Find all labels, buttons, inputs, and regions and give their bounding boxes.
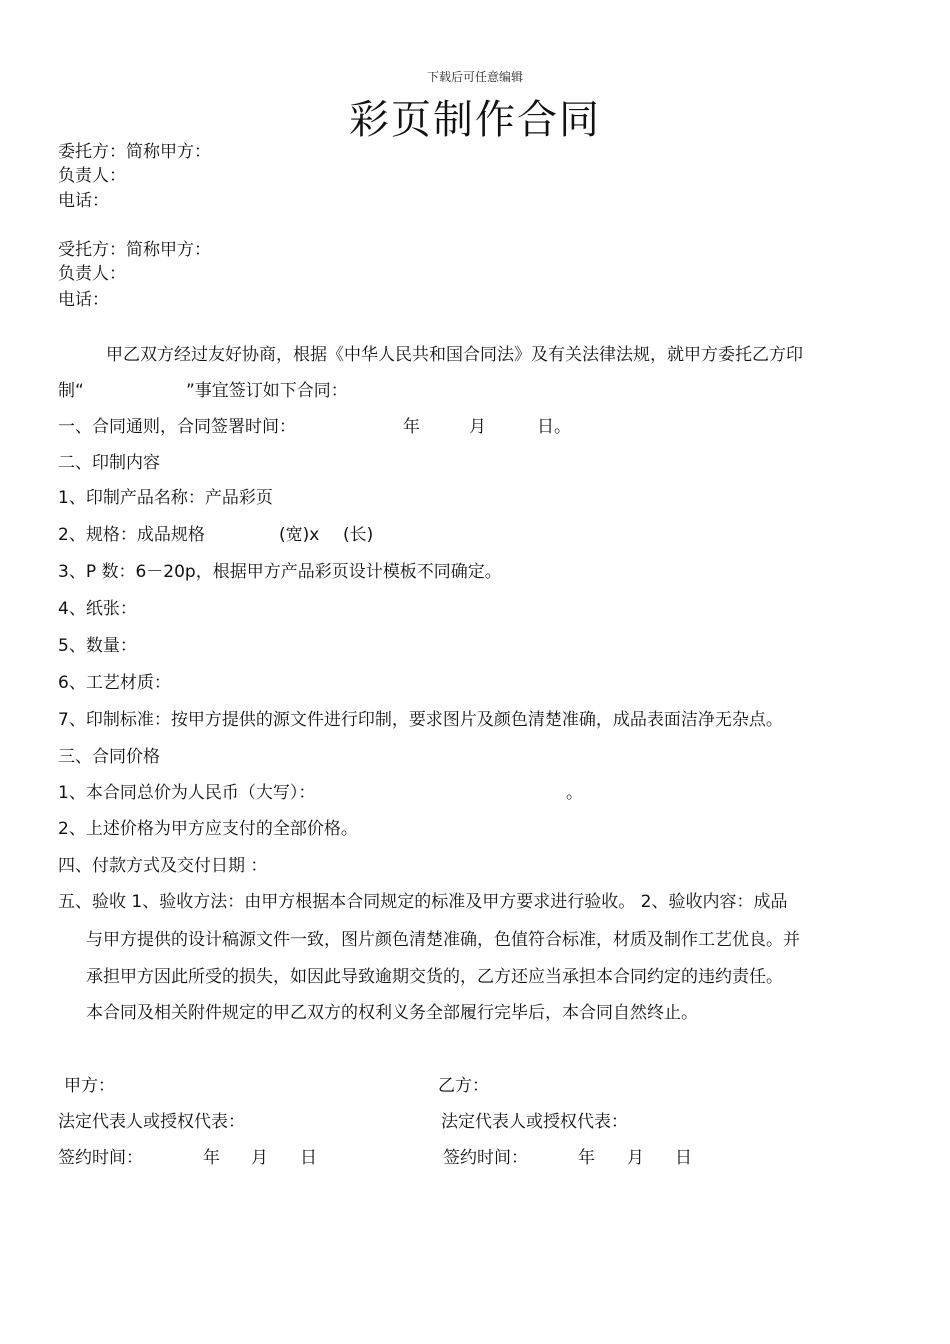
section-5-line-1: 五、验收 1、验收方法：由甲方根据本合同规定的标准及甲方要求进行验收。 2、验收内容：成品	[58, 892, 788, 912]
signature-party-a-time: 签约时间：	[58, 1148, 143, 1168]
party-b-responsible: 负责人：	[58, 264, 126, 284]
header-note: 下载后可任意编辑	[426, 70, 523, 84]
section-2-item-7: 7、印制标准：按甲方提供的源文件进行印制，要求图片及颜色清楚准确，成品表面洁净无杂点。	[58, 710, 783, 730]
signature-party-b-year: 年	[578, 1148, 595, 1168]
section-2-item-2-label: 2、规格：成品规格	[58, 525, 205, 545]
party-b-label: 受托方：简称甲方：	[58, 240, 211, 260]
section-5-line-2: 与甲方提供的设计稿源文件一致，图片颜色清楚准确，色值符合标准，材质及制作工艺优良。并	[86, 930, 800, 950]
document-title: 彩页制作合同	[349, 97, 601, 143]
party-b-phone: 电话：	[58, 290, 109, 310]
section-3-item-1-label: 1、本合同总价为人民币（大写）：	[58, 783, 316, 803]
section-5-line-4: 本合同及相关附件规定的甲乙双方的权利义务全部履行完毕后，本合同自然终止。	[86, 1003, 698, 1023]
signature-party-b-month: 月	[627, 1148, 644, 1168]
signature-party-a-label: 甲方：	[64, 1076, 115, 1096]
section-1-year: 年	[403, 417, 420, 437]
section-2-item-1: 1、印制产品名称：产品彩页	[58, 488, 273, 508]
section-1-month: 月	[469, 417, 486, 437]
section-3-item-1-end: 。	[566, 783, 583, 803]
signature-party-a-day: 日	[300, 1148, 317, 1168]
signature-party-b-time: 签约时间：	[443, 1148, 528, 1168]
party-a-responsible: 负责人：	[58, 166, 126, 186]
signature-party-a-year: 年	[203, 1148, 220, 1168]
party-a-label: 委托方：简称甲方：	[58, 142, 211, 162]
section-2-item-6: 6、工艺材质：	[58, 673, 171, 693]
signature-party-a-month: 月	[251, 1148, 268, 1168]
section-3-heading: 三、合同价格	[58, 747, 160, 767]
intro-line-2-end: ”事宜签订如下合同：	[186, 381, 348, 401]
section-2-item-2-width: (宽)x	[279, 525, 320, 545]
section-2-item-4: 4、纸张：	[58, 599, 137, 619]
signature-party-b-day: 日	[675, 1148, 692, 1168]
section-2-item-2-length: (长)	[343, 525, 374, 545]
section-3-item-2: 2、上述价格为甲方应支付的全部价格。	[58, 819, 358, 839]
signature-party-a-representative: 法定代表人或授权代表：	[58, 1112, 245, 1132]
section-2-item-5: 5、数量：	[58, 636, 137, 656]
intro-line-1: 甲乙双方经过友好协商，根据《中华人民共和国合同法》及有关法律法规，就甲方委托乙方印	[106, 345, 803, 365]
section-5-line-3: 承担甲方因此所受的损失，如因此导致逾期交货的，乙方还应当承担本合同约定的违约责任。	[86, 967, 783, 987]
section-1-day: 日。	[537, 417, 571, 437]
signature-party-b-label: 乙方：	[438, 1076, 489, 1096]
intro-line-2-start: 制“	[58, 381, 84, 401]
section-2-heading: 二、印制内容	[58, 453, 160, 473]
signature-party-b-representative: 法定代表人或授权代表：	[441, 1112, 628, 1132]
section-1-text: 一、合同通则，合同签署时间：	[58, 417, 296, 437]
section-2-item-3: 3、P 数：6－20p，根据甲方产品彩页设计模板不同确定。	[58, 562, 502, 582]
party-a-phone: 电话：	[58, 191, 109, 211]
section-4-heading: 四、付款方式及交付日期 ：	[58, 856, 268, 876]
